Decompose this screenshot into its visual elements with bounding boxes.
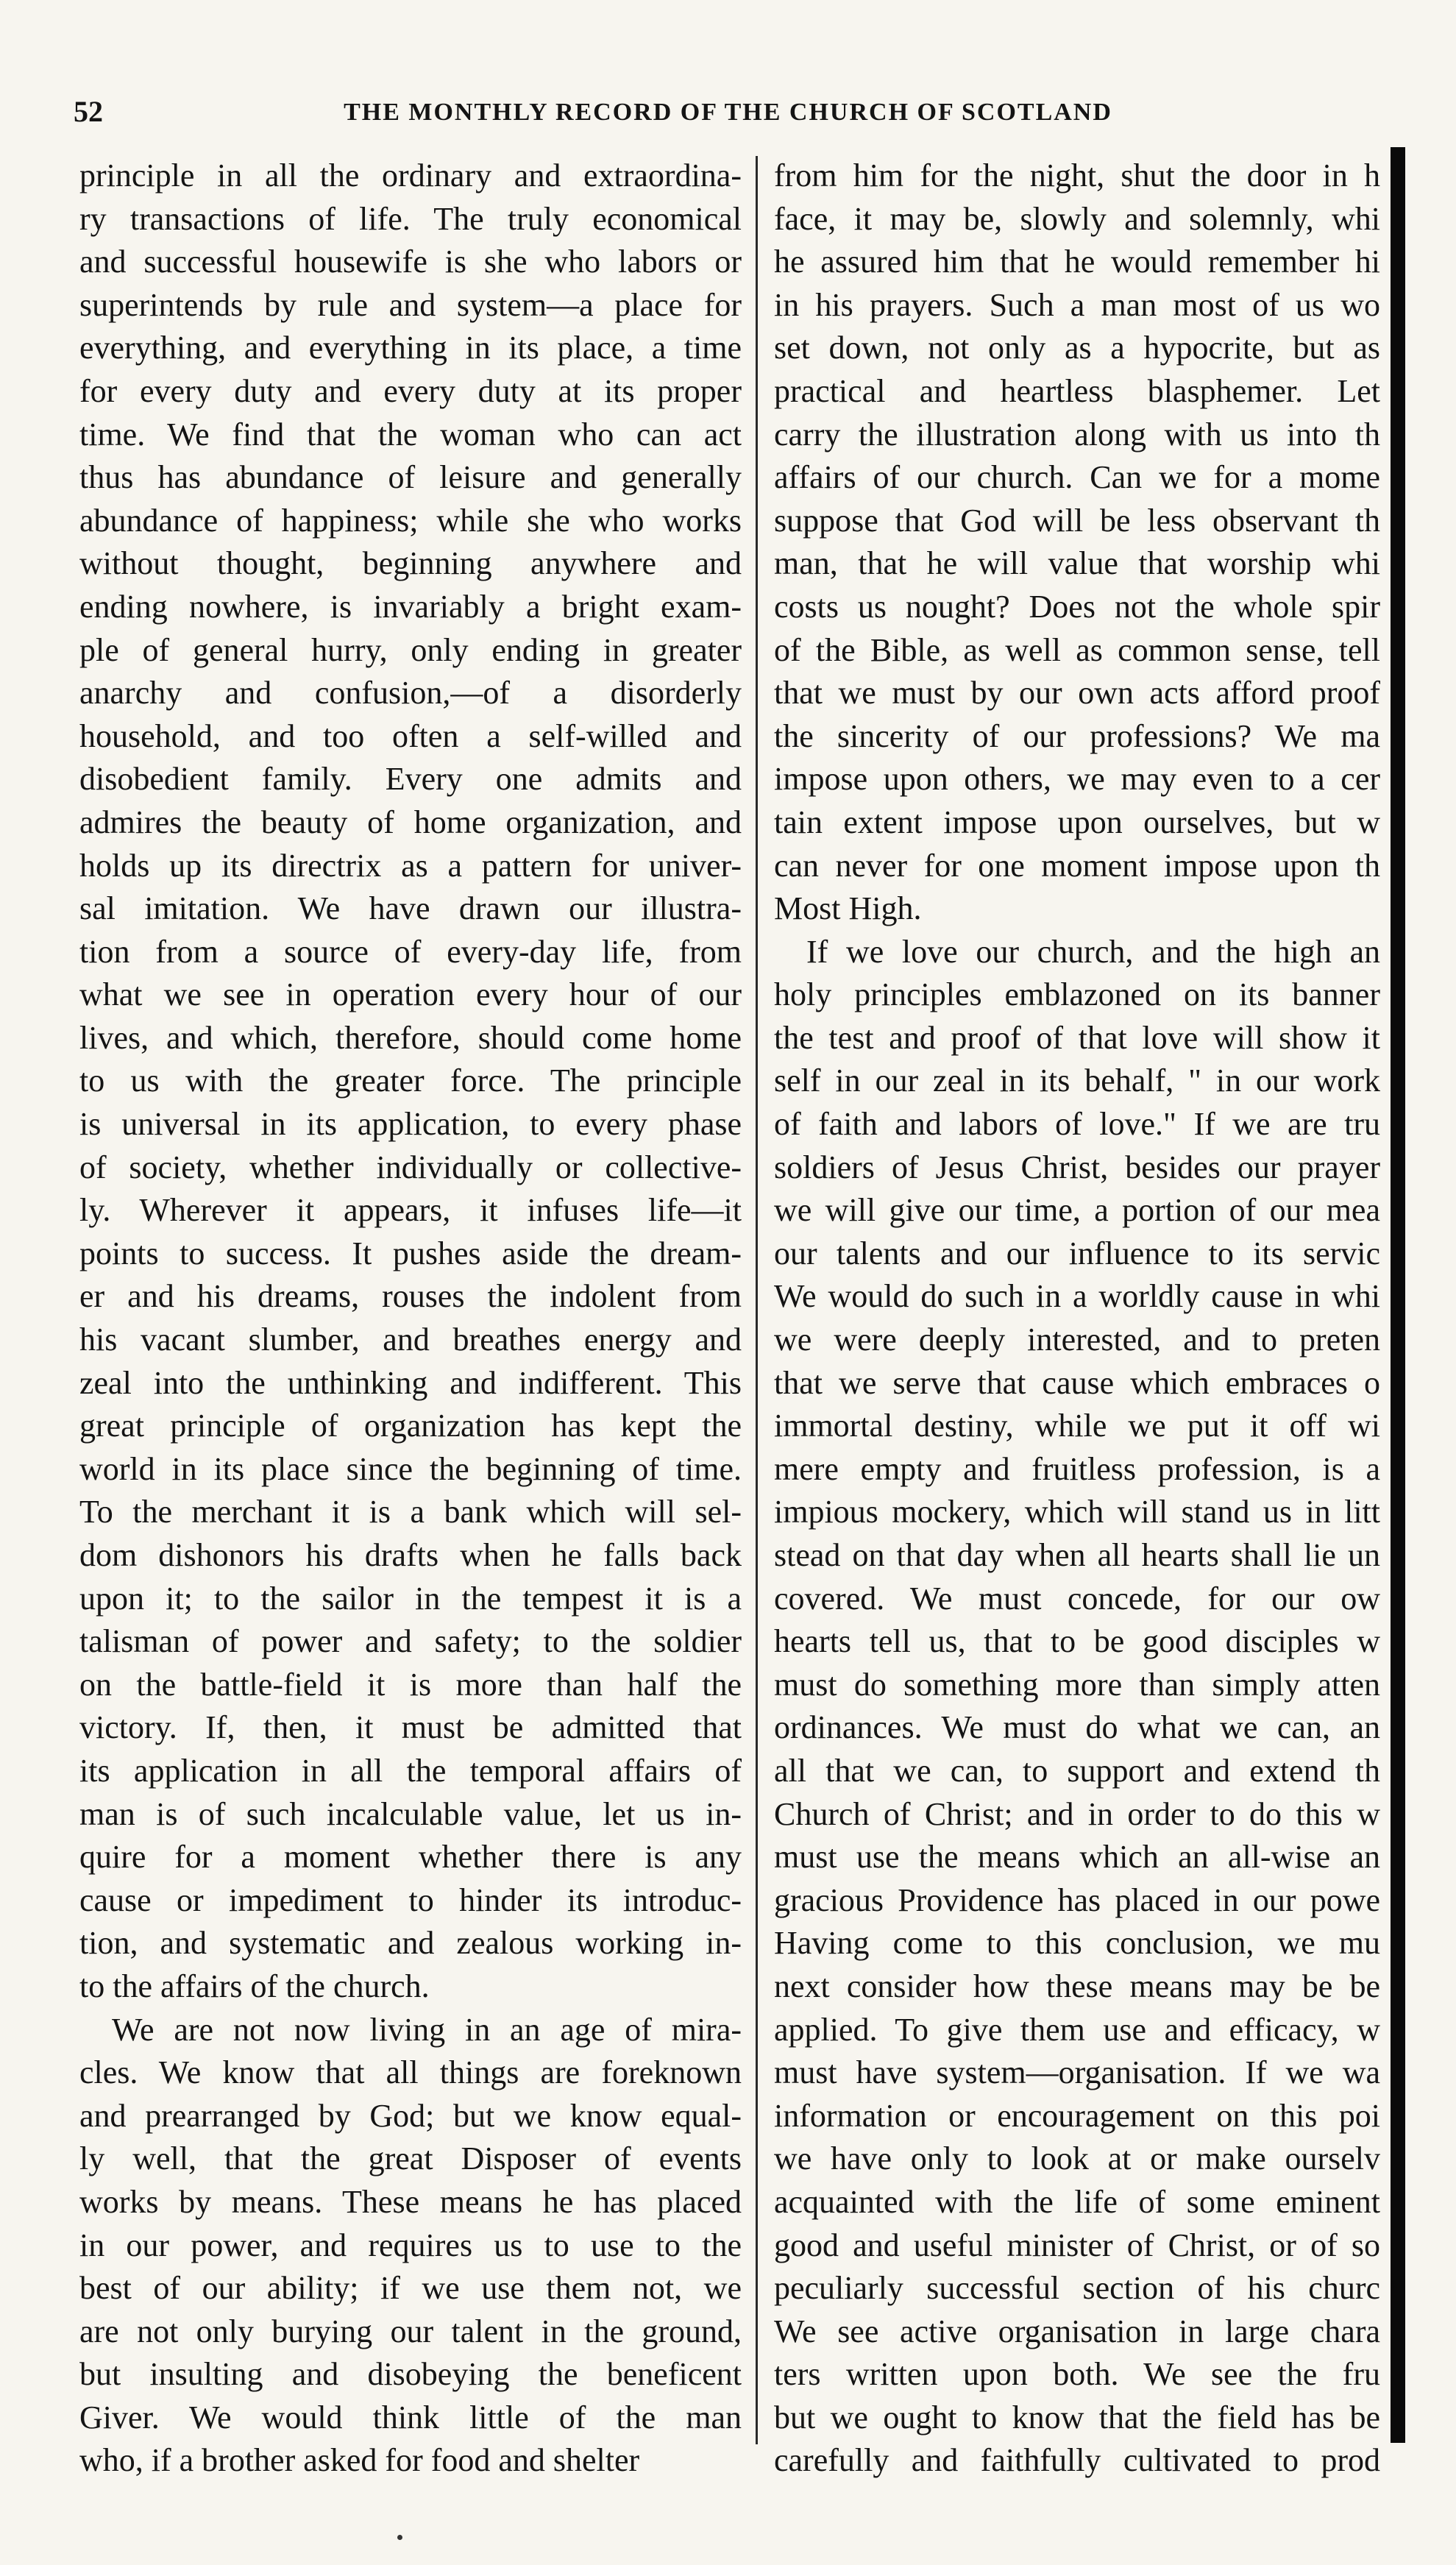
text-line: mere empty and fruitless profession, is a [774,1450,1380,1487]
text-line: ordinances. We must do what we can, an [774,1709,1380,1746]
text-line: We are not now living in an age of mira- [112,2011,742,2048]
text-line: tion, and systematic and zealous working in- [79,1925,742,1962]
text-line: carry the illustration along with us into th [774,416,1380,453]
text-line: that we must by our own acts afford proof [774,675,1380,712]
text-line: but we ought to know that the field has be [774,2399,1380,2435]
text-line: and successful housewife is she who labors or [79,244,742,280]
text-line: we will give our time, a portion of our mea [774,1192,1380,1229]
text-line: information or encouragement on this poi [774,2097,1380,2134]
text-line: costs us nought? Does not the whole spir [774,588,1380,625]
text-line: in his prayers. Such a man most of us wo [774,286,1380,323]
text-line: its application in all the temporal affairs of [79,1752,742,1789]
text-line: are not only burying our talent in the ground, [79,2313,742,2349]
print-speck [397,2535,402,2540]
text-line: To the merchant it is a bank which will sel- [79,1494,742,1530]
text-line: impious mockery, which will stand us in litt [774,1494,1380,1530]
text-line: ters written upon both. We see the fru [774,2356,1380,2393]
text-line: covered. We must concede, for our ow [774,1580,1380,1617]
text-line: for every duty and every duty at its proper [79,372,742,409]
text-line: world in its place since the beginning of time. [79,1450,742,1487]
text-line: who, if a brother asked for food and shelter [79,2442,640,2479]
text-line: ly. Wherever it appears, it infuses life—it [79,1192,742,1229]
text-line: holds up its directrix as a pattern for univer- [79,847,742,884]
text-line: from him for the night, shut the door in h [774,157,1380,194]
text-line: disobedient family. Every one admits and [79,761,742,798]
text-line: he assured him that he would remember hi [774,244,1380,280]
text-line: we have only to look at or make ourselv [774,2140,1380,2177]
text-line: must have system—organisation. If we wa [774,2054,1380,2091]
text-line: points to success. It pushes aside the dream- [79,1235,742,1271]
text-line: gracious Providence has placed in our powe [774,1881,1380,1918]
text-line: upon it; to the sailor in the tempest it is a [79,1580,742,1617]
text-line: but insulting and disobeying the beneficent [79,2356,742,2393]
text-line: ple of general hurry, only ending in greater [79,631,742,668]
text-line: anarchy and confusion,—of a disorderly [79,675,742,712]
text-line: next consider how these means may be be [774,1968,1380,2004]
text-line: thus has abundance of leisure and generally [79,459,742,496]
text-line: superintends by rule and system—a place for [79,286,742,323]
text-line: all that we can, to support and extend th [774,1752,1380,1789]
text-line: to the affairs of the church. [79,1968,430,2004]
text-line: and prearranged by God; but we know equal- [79,2097,742,2134]
text-line: tion from a source of every-day life, from [79,933,742,970]
text-line: set down, not only as a hypocrite, but as [774,330,1380,366]
text-line: quire for a moment whether there is any [79,1839,742,1876]
text-line: acquainted with the life of some eminent [774,2183,1380,2220]
text-line: hearts tell us, that to be good disciples w [774,1623,1380,1660]
text-line: zeal into the unthinking and indifferent. This [79,1364,742,1401]
text-line: ly well, that the great Disposer of events [79,2140,742,2177]
text-line: talisman of power and safety; to the soldier [79,1623,742,1660]
text-line: principle in all the ordinary and extraordina- [79,157,742,194]
column-rule [756,156,758,2444]
text-line: on the battle-field it is more than half the [79,1666,742,1703]
text-line: stead on that day when all hearts shall lie un [774,1537,1380,1573]
text-line: cause or impediment to hinder its introduc- [79,1881,742,1918]
text-line: great principle of organization has kept the [79,1408,742,1444]
text-line: works by means. These means he has placed [79,2183,742,2220]
text-line: dom dishonors his drafts when he falls back [79,1537,742,1573]
text-line: carefully and faithfully cultivated to prod [774,2442,1380,2479]
text-line: time. We find that the woman who can act [79,416,742,453]
text-line: our talents and our influence to its servic [774,1235,1380,1271]
text-line: can never for one moment impose upon th [774,847,1380,884]
text-line: admires the beauty of home organization, and [79,803,742,840]
text-line: the test and proof of that love will show it [774,1019,1380,1056]
text-line: sal imitation. We have drawn our illustra- [79,890,742,927]
text-line: that we serve that cause which embraces o [774,1364,1380,1401]
text-line: must use the means which an all-wise an [774,1839,1380,1876]
text-line: is universal in its application, to every phase [79,1106,742,1143]
text-line: abundance of happiness; while she who works [79,502,742,539]
text-line: Giver. We would think little of the man [79,2399,742,2435]
text-line: Having come to this conclusion, we mu [774,1925,1380,1962]
text-line: self in our zeal in its behalf, " in our work [774,1062,1380,1099]
text-line: Most High. [774,890,922,927]
text-line: to us with the greater force. The principle [79,1062,742,1099]
text-line: must do something more than simply atten [774,1666,1380,1703]
text-line: good and useful minister of Christ, or of so [774,2227,1380,2263]
text-line: man is of such incalculable value, let us in- [79,1795,742,1832]
text-line: in our power, and requires us to use to the [79,2227,742,2263]
text-line: We would do such in a worldly cause in whi [774,1278,1380,1315]
text-line: his vacant slumber, and breathes energy and [79,1321,742,1358]
right-column [774,155,1380,2483]
text-line: soldiers of Jesus Christ, besides our prayer [774,1149,1380,1185]
text-line: lives, and which, therefore, should come home [79,1019,742,1056]
text-line: suppose that God will be less observant th [774,502,1380,539]
text-line: man, that he will value that worship whi [774,545,1380,582]
text-line: practical and heartless blasphemer. Let [774,372,1380,409]
binding-shadow [1391,147,1405,2443]
text-line: best of our ability; if we use them not, we [79,2270,742,2307]
text-line: everything, and everything in its place, a time [79,330,742,366]
text-line: ry transactions of life. The truly economical [79,200,742,237]
text-line: without thought, beginning anywhere and [79,545,742,582]
text-line: peculiarly successful section of his churc [774,2270,1380,2307]
text-line: affairs of our church. Can we for a mome [774,459,1380,496]
text-line: face, it may be, slowly and solemnly, whi [774,200,1380,237]
text-line: holy principles emblazoned on its banner [774,976,1380,1013]
text-line: Church of Christ; and in order to do this w [774,1795,1380,1832]
text-line: We see active organisation in large chara [774,2313,1380,2349]
page-number: 52 [74,95,103,128]
text-line: impose upon others, we may even to a cer [774,761,1380,798]
text-line: cles. We know that all things are foreknown [79,2054,742,2091]
text-line: victory. If, then, it must be admitted that [79,1709,742,1746]
text-line: ending nowhere, is invariably a bright exam- [79,588,742,625]
text-line: If we love our church, and the high an [806,933,1380,970]
text-line: we were deeply interested, and to preten [774,1321,1380,1358]
text-line: applied. To give them use and efficacy, w [774,2011,1380,2048]
text-line: tain extent impose upon ourselves, but w [774,803,1380,840]
text-line: of faith and labors of love." If we are tru [774,1106,1380,1143]
text-line: immortal destiny, while we put it off wi [774,1408,1380,1444]
text-line: er and his dreams, rouses the indolent from [79,1278,742,1315]
text-line: household, and too often a self-willed and [79,717,742,754]
text-line: of society, whether individually or collective- [79,1149,742,1185]
running-head: THE MONTHLY RECORD OF THE CHURCH OF SCOTLAND [344,99,1112,126]
left-column [79,155,742,2483]
text-line: of the Bible, as well as common sense, tell [774,631,1380,668]
text-line: the sincerity of our professions? We ma [774,717,1380,754]
text-line: what we see in operation every hour of our [79,976,742,1013]
